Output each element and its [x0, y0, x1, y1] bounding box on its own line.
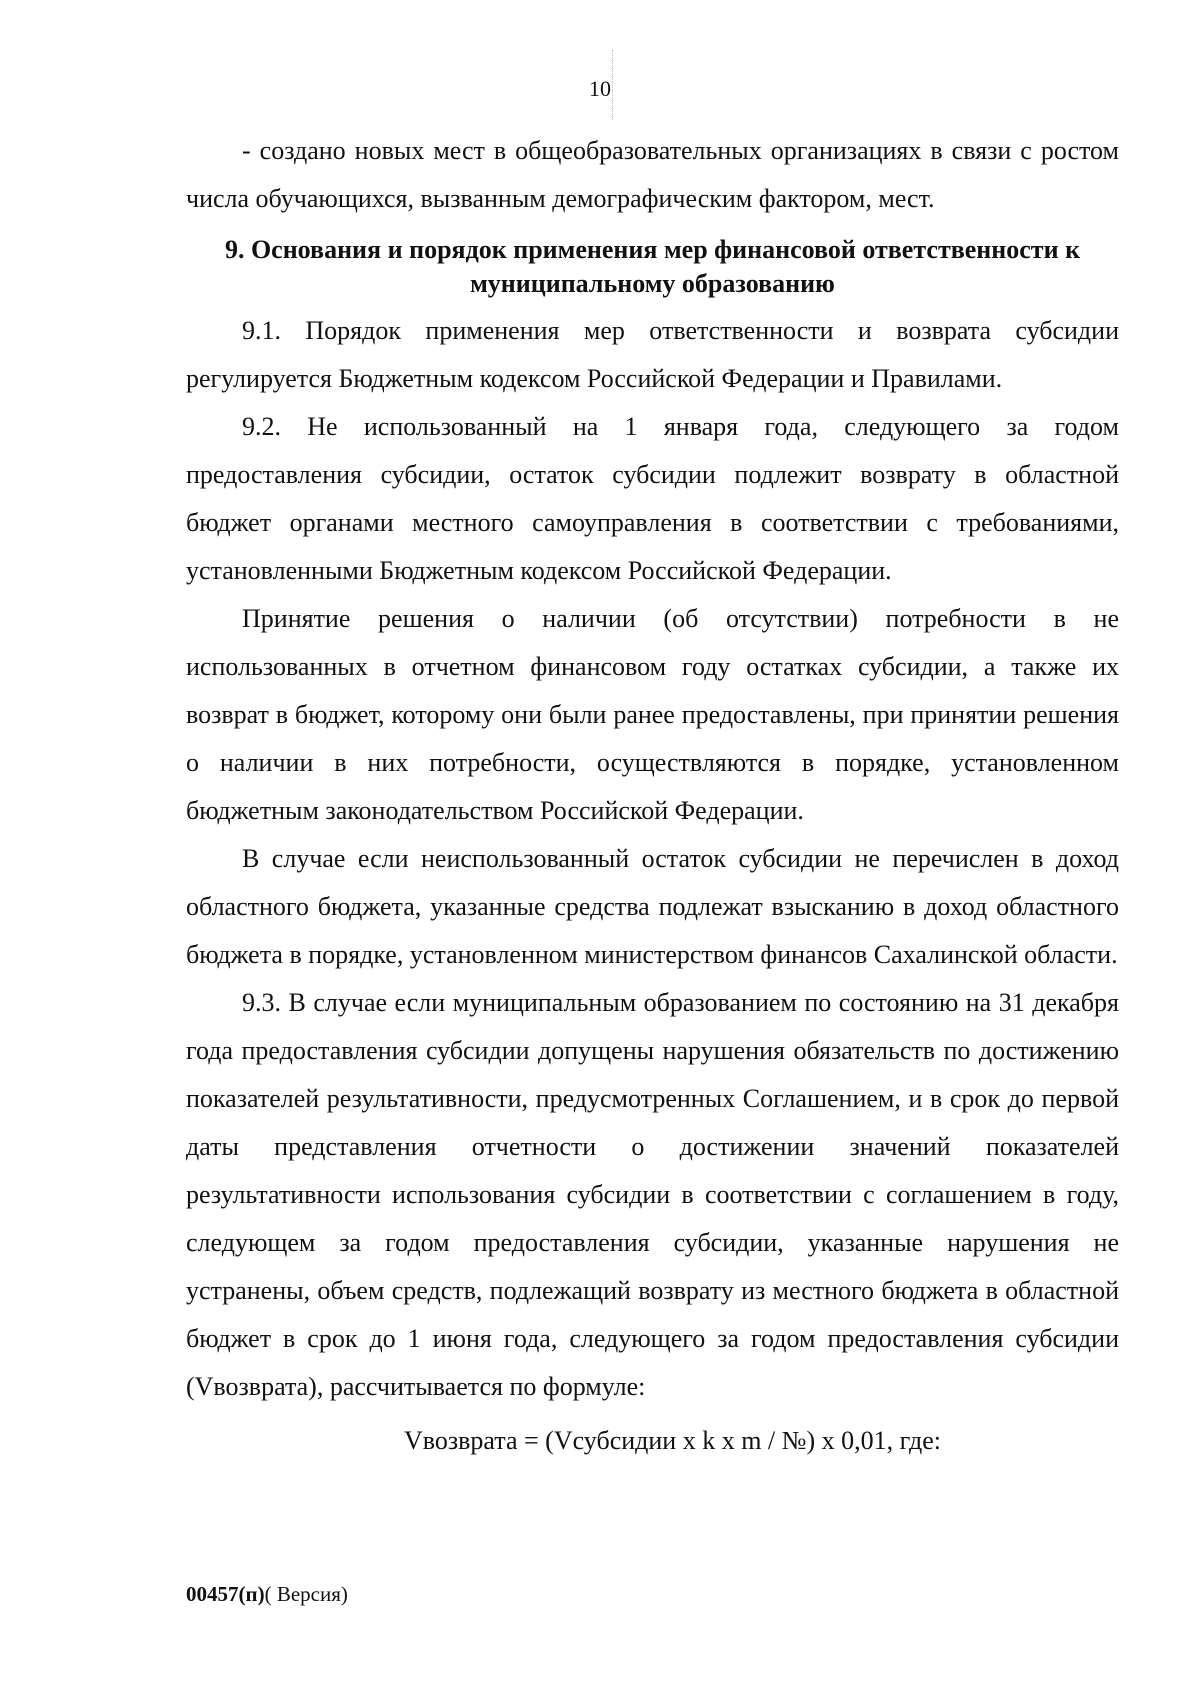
paragraph-9-1: 9.1. Порядок применения мер ответственности и возврата субсидии регулируется Бюджетным кодексом Российской Федерации и Правилами. [186, 316, 1119, 393]
paragraph-new-places: - создано новых мест в общеобразовательных организациях в связи с ростом числа обучающихся, вызванным демографическим фактором, мест. [186, 136, 1119, 213]
paragraph-9-2: 9.2. Не использованный на 1 января года, следующего за годом предоставления субсидии, остаток субсидии подлежит возврату в областной бюджет органами местного самоуправления в соответствии с требованиями, установленными Бюджетным кодексом Российской Федерации. [186, 412, 1119, 585]
formula: Vвозврата = (Vсубсидии x k x m / №) x 0,01, где: [404, 1426, 941, 1455]
paragraph-decision: Принятие решения о наличии (об отсутствии) потребности в не использованных в отчетном финансовом году остатках субсидии, а также их возврат в бюджет, которому они были ранее предоставлены, при принятии решения о наличии в них потребности, осуществляются в порядке, установленном бюджетным законодательством Российской Федерации. [186, 604, 1119, 825]
section-heading: 9. Основания и порядок применения мер финансовой ответственности к муниципальному образованию [224, 235, 1081, 298]
page-number: 10 [589, 76, 611, 101]
footer [186, 1582, 348, 1607]
document-body [186, 127, 1119, 1465]
document-code: 00457(п) [186, 1582, 265, 1606]
document-version: ( Версия) [264, 1582, 348, 1606]
paragraph-9-3: 9.3. В случае если муниципальным образованием по состоянию на 31 декабря года предоставления субсидии допущены нарушения обязательств по достижению показателей результативности, предусмотренных Соглашением, и в срок до первой даты представления отчетности о достижении значений показателей результативности использования субсидии в соответствии с соглашением в году, следующем за годом предоставления субсидии, указанные нарушения не устранены, объем средств, подлежащий возврату из местного бюджета в областной бюджет в срок до 1 июня года, следующего за годом предоставления субсидии (Vвозврата), рассчитывается по формуле: [186, 988, 1119, 1401]
paragraph-recovery: В случае если неиспользованный остаток субсидии не перечислен в доход областного бюджета, указанные средства подлежат взысканию в доход областного бюджета в порядке, установленном министерством финансов Сахалинской области. [186, 844, 1119, 969]
